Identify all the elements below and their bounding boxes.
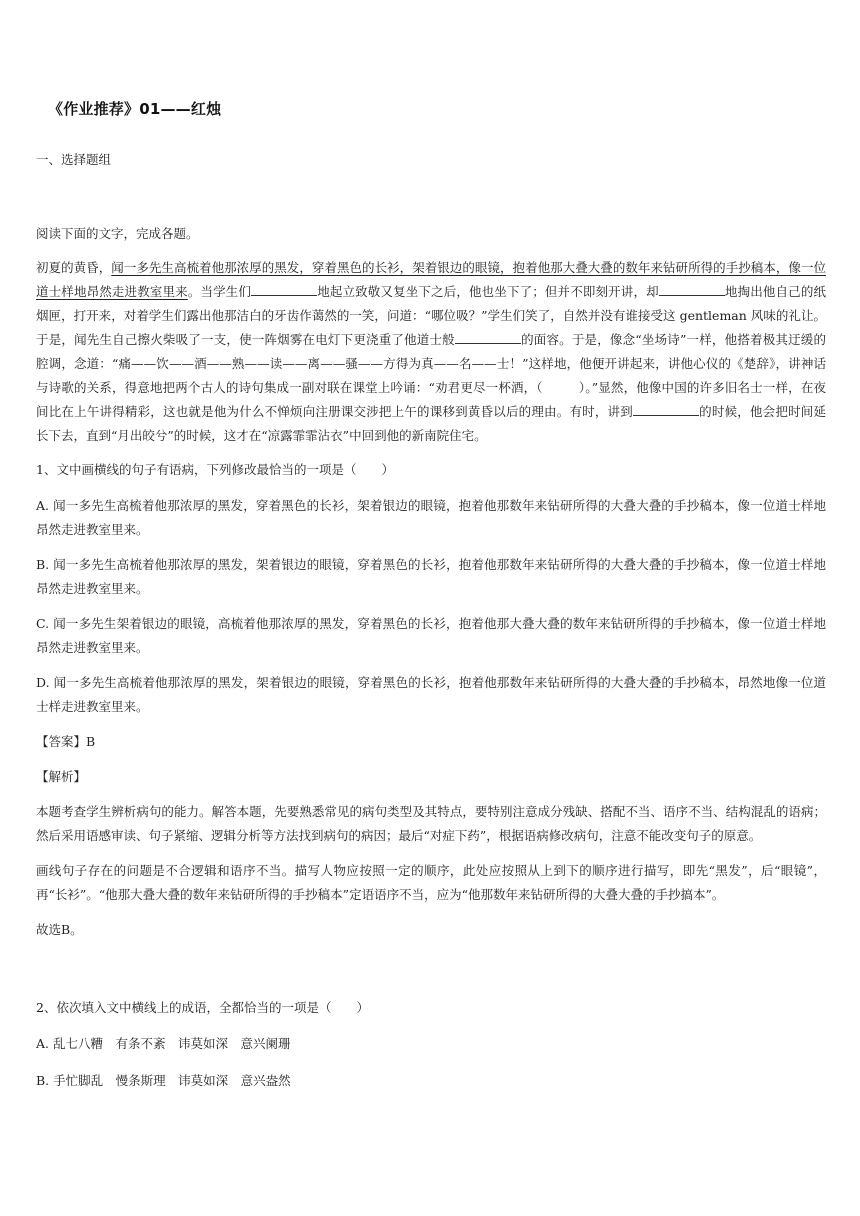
question-1-analysis: 画线句子存在的问题是不合逻辑和语序不当。描写人物应按照一定的顺序，此处应按照从上到下的顺序进行描写，即先“黑发”，后“眼镜”，再“长衫”。“他那大叠大叠的数年来钻研所得的手抄稿本”定语语序不当，应为“他那数年来钻研所得的大叠大叠的手抄搞本”。 bbox=[36, 863, 826, 902]
passage-text: 地起立致敬又复坐下之后，他也坐下了；但并不即刻开讲，却 bbox=[317, 284, 659, 299]
fill-blank-1 bbox=[251, 282, 317, 296]
question-1-analysis: 本题考查学生辨析病句的能力。解答本题，先要熟悉常见的病句类型及其特点，要特别注意成分残缺、搭配不当、语序不当、结构混乱的语病；然后采用语感审读、句子紧缩、逻辑分析等方法找到病句的病因；最后“对症下药”，根据语病修改病句，注意不能改变句子的原意。 bbox=[36, 804, 826, 843]
question-1-option-a: A. 闻一多先生高梳着他那浓厚的黑发，穿着黑色的长衫，架着银边的眼镜，抱着他那数年来钻研所得的大叠大叠的手抄稿本，像一位道士样地昂然走进教室里来。 bbox=[36, 498, 826, 537]
section-heading: 一、选择题组 bbox=[36, 152, 112, 167]
passage-text: 初夏的黄昏， bbox=[36, 260, 112, 275]
question-1-conclusion: 故选B。 bbox=[36, 922, 83, 937]
document-title: 《作业推荐》01——红烛 bbox=[48, 100, 222, 118]
question-2-stem: 2、依次填入文中横线上的成语，全都恰当的一项是（ ） bbox=[36, 1000, 369, 1015]
reading-passage bbox=[36, 256, 826, 448]
fill-blank-4 bbox=[633, 402, 699, 416]
passage-text: 的面容。于是，像念“坐场诗”一样，他搭着极其迂缓的腔调，念道：“痛——饮——酒——熟——读——离——骚——方得为真——名——士！”这样地，他便开讲起来，讲他心仪的《楚辞》，讲神话与诗歌的关系，得意地把两个古人的诗句集成一副对联在课堂上吟诵：“劝君更尽一杯酒，（ bbox=[36, 332, 826, 395]
passage-text: ）。”显然，他像中国的许多旧名士一样，在夜间比在上午讲得精彩，这也就是他为什么不惮烦向注册课交涉把上午的课移到黄昏以后的理由。有时，讲到 bbox=[36, 380, 826, 419]
question-1-analysis-label: 【解析】 bbox=[36, 769, 87, 784]
fill-blank-paren bbox=[543, 379, 579, 392]
question-1-answer: 【答案】B bbox=[36, 734, 96, 749]
question-2-option-b: B. 手忙脚乱 慢条斯理 讳莫如深 意兴盎然 bbox=[36, 1073, 291, 1088]
question-2-option-a: A. 乱七八糟 有条不紊 讳莫如深 意兴阑珊 bbox=[36, 1036, 291, 1051]
passage-text: 地掏出他自己的纸烟匣，打开来，对着学生们露出他那洁白的牙齿作蔼然的一笑，问道：“哪位吸？”学生们笑了，自然并没有谁接受这 gentleman 风味的礼让。于是，闻先生自己擦火柴吸了一支，使一阵烟雾在电灯下更浇重了他道士般 bbox=[36, 284, 826, 347]
question-1-option-d: D. 闻一多先生高梳着他那浓厚的黑发，架着银边的眼镜，穿着黑色的长衫，抱着他那数年来钻研所得的大叠大叠的手抄稿本，昂然地像一位道士样走进教室里来。 bbox=[36, 675, 826, 714]
passage-text: 。当学生们 bbox=[187, 284, 252, 299]
fill-blank-2 bbox=[659, 282, 725, 296]
reading-instruction: 阅读下面的文字，完成各题。 bbox=[36, 226, 199, 241]
passage-text: 的时候，他会把时间延长下去，直到“月出皎兮”的时候，这才在“凉露霏霏沾衣”中回到他的新南院住宅。 bbox=[36, 404, 826, 443]
question-1-stem: 1、文中画横线的句子有语病，下列修改最恰当的一项是（ ） bbox=[36, 462, 394, 477]
fill-blank-3 bbox=[455, 330, 521, 344]
underlined-sentence: 闻一多先生高梳着他那浓厚的黑发，穿着黑色的长衫，架着银边的眼镜，抱着他那大叠大叠的数年来钻研所得的手抄稿本，像一位道士样地昂然走进教室里来 bbox=[36, 260, 826, 299]
question-1-option-c: C. 闻一多先生架着银边的眼镜，高梳着他那浓厚的黑发，穿着黑色的长衫，抱着他那大叠大叠的数年来钻研所得的手抄稿本，像一位道士样地昂然走进教室里来。 bbox=[36, 616, 826, 655]
question-1-option-b: B. 闻一多先生高梳着他那浓厚的黑发，架着银边的眼镜，穿着黑色的长衫，抱着他那数年来钻研所得的大叠大叠的手抄稿本，像一位道士样地昂然走进教室里来。 bbox=[36, 557, 826, 596]
